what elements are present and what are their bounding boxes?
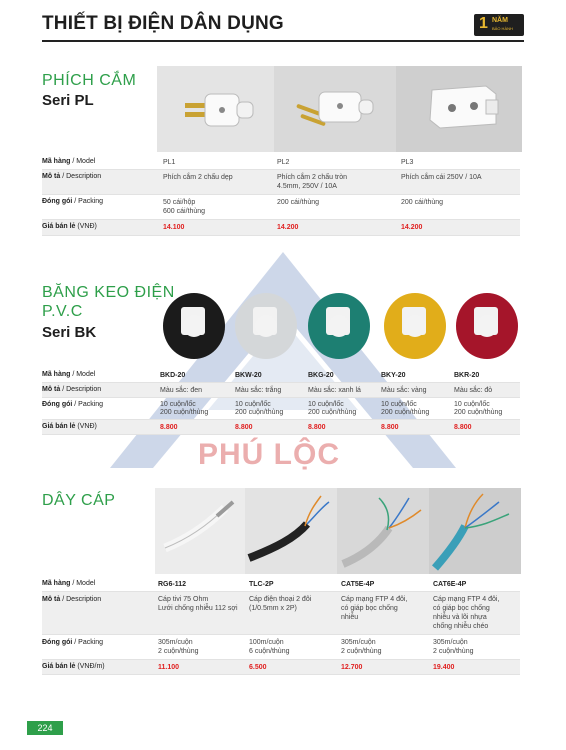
bkd-price: 8.800 xyxy=(160,424,178,431)
bky-pack: 10 cuộn/lốc xyxy=(381,401,417,408)
cat6e-pack: 305m/cuộn xyxy=(433,639,468,646)
tlc-desc: Cáp điện thoại 2 đôi xyxy=(249,596,312,603)
tape-row-pack xyxy=(42,398,520,420)
cat5e-desc-3: nhiễu xyxy=(341,614,359,621)
bkr-model: BKR-20 xyxy=(454,372,480,379)
cat6e-desc: Cáp mạng FTP 4 đôi, xyxy=(433,596,500,603)
pl1-image xyxy=(157,66,274,152)
label-desc-en: / Description xyxy=(60,386,102,393)
bky-model: BKY-20 xyxy=(381,372,406,379)
warranty-years: 1 xyxy=(479,15,488,32)
label-pack-en: / Packing xyxy=(72,198,104,205)
bkw-pack: 10 cuộn/lốc xyxy=(235,401,271,408)
rg6-desc-2: Lưới chống nhiễu 112 sợi xyxy=(158,605,238,612)
rg6-price: 11.100 xyxy=(158,664,180,671)
rg6-pack-2: 2 cuộn/thùng xyxy=(158,648,199,655)
bkr-desc: Màu sắc: đỏ xyxy=(454,387,493,394)
label-pack: Đóng gói xyxy=(42,639,73,646)
tlc-desc-2: (1/0.5mm x 2P) xyxy=(249,605,297,612)
label-model-en: / Model xyxy=(70,580,96,587)
bkw-price: 8.800 xyxy=(235,424,253,431)
label-pack-en: / Packing xyxy=(72,639,104,646)
cat6e-cable-icon xyxy=(429,488,521,574)
label-desc: Mô tả xyxy=(42,596,61,603)
cat5e-cable-icon xyxy=(337,488,429,574)
bkd-desc: Màu sắc: đen xyxy=(160,387,203,394)
page-title: THIẾT BỊ ĐIỆN DÂN DỤNG xyxy=(42,13,284,34)
bkw-desc: Màu sắc: trắng xyxy=(235,387,282,394)
cable-row-model xyxy=(42,577,520,592)
tlc-pack: 100m/cuộn xyxy=(249,639,284,646)
bkd-pack-2: 200 cuộn/thùng xyxy=(160,409,209,416)
bkg-desc: Màu sắc: xanh lá xyxy=(308,387,361,394)
watermark-text: PHÚ LỘC xyxy=(198,438,340,471)
pl1-plug-icon xyxy=(157,66,274,152)
label-pack: Đóng gói xyxy=(42,401,73,408)
cable-row-desc xyxy=(42,592,520,635)
pl3-model: PL3 xyxy=(401,159,414,166)
pl3-desc: Phích cắm cái 250V / 10A xyxy=(401,174,482,181)
label-pack: Đóng gói xyxy=(42,198,73,205)
cat5e-desc: Cáp mạng FTP 4 đôi, xyxy=(341,596,408,603)
label-price-en: (VNĐ) xyxy=(75,223,97,230)
bkr-pack: 10 cuộn/lốc xyxy=(454,401,490,408)
bky-price: 8.800 xyxy=(381,424,399,431)
cat5e-image xyxy=(337,488,429,574)
bkd-tape-image xyxy=(163,293,225,359)
pl1-pack-2: 600 cái/thùng xyxy=(163,208,206,215)
plug-row-desc xyxy=(42,170,520,195)
bkr-tape-image xyxy=(456,293,518,359)
pl3-pack: 200 cái/thùng xyxy=(401,199,444,206)
cat6e-model: CAT6E-4P xyxy=(433,581,467,588)
cat6e-image xyxy=(429,488,521,574)
cat5e-pack: 305m/cuộn xyxy=(341,639,376,646)
plug-row-pack xyxy=(42,195,520,220)
label-price-en: (VNĐ) xyxy=(75,423,97,430)
label-pack-en: / Packing xyxy=(72,401,104,408)
label-model: Mã hàng xyxy=(42,371,71,378)
label-price-en-m: (VNĐ/m) xyxy=(75,663,105,670)
plug-series: Seri PL xyxy=(42,92,94,109)
bkw-model: BKW-20 xyxy=(235,372,262,379)
plug-row-model xyxy=(42,155,520,170)
bkg-tape-image xyxy=(308,293,370,359)
pl2-image xyxy=(274,66,396,152)
cat6e-price: 19.400 xyxy=(433,664,455,671)
label-price: Giá bán lẻ xyxy=(42,223,76,230)
label-price: Giá bán lẻ xyxy=(42,663,76,670)
bkr-pack-2: 200 cuộn/thùng xyxy=(454,409,503,416)
bkg-model: BKG-20 xyxy=(308,372,334,379)
label-model-en: / Model xyxy=(70,158,96,165)
pl1-desc: Phích cắm 2 chấu dẹp xyxy=(163,174,233,181)
bkg-pack-2: 200 cuộn/thùng xyxy=(308,409,357,416)
rg6-model: RG6-112 xyxy=(158,581,187,588)
label-desc: Mô tả xyxy=(42,386,61,393)
plug-section-title: PHÍCH CẮM xyxy=(42,72,137,89)
label-desc-en: / Description xyxy=(60,596,102,603)
rg6-image xyxy=(155,488,245,574)
cat5e-desc-2: có giáp bọc chống xyxy=(341,605,398,612)
tape-series: Seri BK xyxy=(42,324,97,341)
rg6-cable-icon xyxy=(155,488,245,574)
cable-row-price xyxy=(42,660,520,675)
pl3-price: 14.200 xyxy=(401,224,423,231)
pl1-price: 14.100 xyxy=(163,224,185,231)
bky-tape-image xyxy=(384,293,446,359)
label-desc-en: / Description xyxy=(60,173,102,180)
warranty-word: NĂM xyxy=(492,17,508,24)
cat5e-model: CAT5E-4P xyxy=(341,581,375,588)
tape-section-title: BĂNG KEO ĐIỆN xyxy=(42,284,175,301)
page-number: 224 xyxy=(27,721,63,735)
bkg-price: 8.800 xyxy=(308,424,326,431)
tlc-pack-2: 6 cuộn/thùng xyxy=(249,648,290,655)
warranty-sub: BẢO HÀNH xyxy=(492,26,513,31)
bky-pack-2: 200 cuộn/thùng xyxy=(381,409,430,416)
rg6-pack: 305m/cuộn xyxy=(158,639,193,646)
cable-section-title: DÂY CÁP xyxy=(42,492,116,509)
pl2-plug-icon xyxy=(274,66,396,152)
tlc-image xyxy=(245,488,337,574)
pl1-model: PL1 xyxy=(163,159,176,166)
tlc-cable-icon xyxy=(245,488,337,574)
label-desc: Mô tả xyxy=(42,173,61,180)
tlc-price: 6.500 xyxy=(249,664,267,671)
cable-row-pack xyxy=(42,635,520,660)
bkr-price: 8.800 xyxy=(454,424,472,431)
tape-section-title-2: P.V.C xyxy=(42,303,83,320)
tape-row-desc xyxy=(42,383,520,398)
pl3-socket-icon xyxy=(396,66,522,152)
label-model: Mã hàng xyxy=(42,158,71,165)
tlc-model: TLC-2P xyxy=(249,581,274,588)
cat5e-pack-2: 2 cuộn/thùng xyxy=(341,648,382,655)
bkd-model: BKD-20 xyxy=(160,372,186,379)
header-divider xyxy=(42,40,524,42)
cat6e-desc-3: nhiễu và lõi nhựa xyxy=(433,614,487,621)
label-model-en: / Model xyxy=(70,371,96,378)
pl2-price: 14.200 xyxy=(277,224,299,231)
label-model: Mã hàng xyxy=(42,580,71,587)
label-price: Giá bán lẻ xyxy=(42,423,76,430)
pl2-pack: 200 cái/thùng xyxy=(277,199,320,206)
warranty-badge xyxy=(474,14,524,36)
pl2-desc-2: 4.5mm, 250V / 10A xyxy=(277,183,337,190)
bkd-pack: 10 cuộn/lốc xyxy=(160,401,196,408)
plug-row-price xyxy=(42,220,520,236)
bkw-pack-2: 200 cuộn/thùng xyxy=(235,409,284,416)
tape-row-price xyxy=(42,420,520,435)
bky-desc: Màu sắc: vàng xyxy=(381,387,427,394)
cat6e-desc-2: có giáp bọc chống xyxy=(433,605,490,612)
bkg-pack: 10 cuộn/lốc xyxy=(308,401,344,408)
tape-row-model xyxy=(42,368,520,383)
cat6e-pack-2: 2 cuộn/thùng xyxy=(433,648,474,655)
pl1-pack: 50 cái/hộp xyxy=(163,199,196,206)
pl2-model: PL2 xyxy=(277,159,290,166)
cat5e-price: 12.700 xyxy=(341,664,363,671)
cat6e-desc-4: chống nhiễu chéo xyxy=(433,623,489,630)
pl3-image xyxy=(396,66,522,152)
rg6-desc: Cáp tivi 75 Ohm xyxy=(158,596,209,603)
bkw-tape-image xyxy=(235,293,297,359)
pl2-desc: Phích cắm 2 chấu tròn xyxy=(277,174,348,181)
